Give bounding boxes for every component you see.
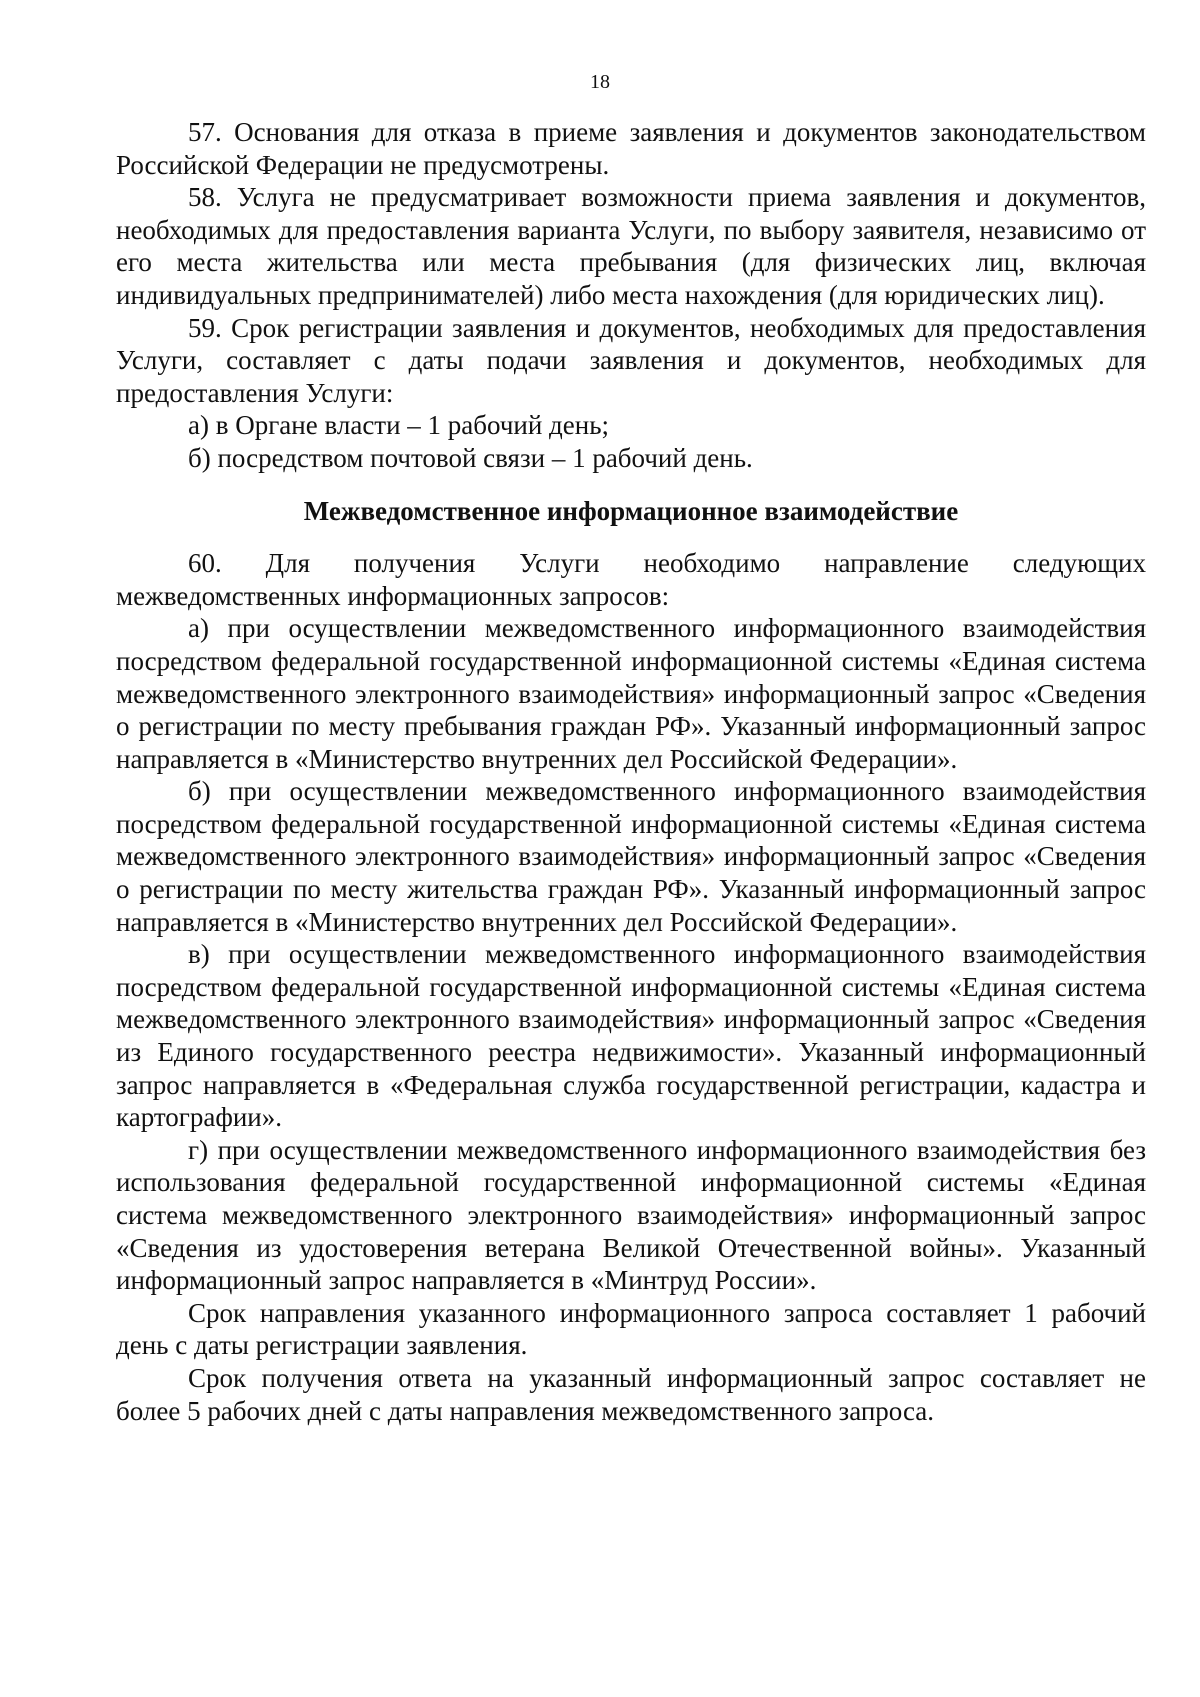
paragraph-60-a: а) при осуществлении межведомственного информационного взаимодействия посредством федеральной государственной информационной системы «Единая система межведомственного электронного взаимодействия» информационный запрос «Сведения о регистрации по месту пребывания граждан РФ». Указанный информационный запрос направляется в «Министерство внутренних дел Российской Федерации».: [116, 613, 1146, 774]
section-heading: Межведомственное информационное взаимодействие: [303, 495, 959, 526]
paragraph-60-v: в) при осуществлении межведомственного информационного взаимодействия посредством федеральной государственной информационной системы «Единая система межведомственного электронного взаимодействия» информационный запрос «Сведения из Единого государственного реестра недвижимости». Указанный информационный запрос направляется в «Федеральная служба государственной регистрации, кадастра и картографии».: [116, 939, 1146, 1133]
paragraph-59-a: а) в Органе власти – 1 рабочий день;: [188, 410, 610, 441]
paragraph-59: 59. Срок регистрации заявления и документов, необходимых для предоставления Услуги, составляет с даты подачи заявления и документов, необходимых для предоставления Услуги:: [116, 312, 1146, 408]
paragraph-60-g: г) при осуществлении межведомственного информационного взаимодействия без использования федеральной государственной информационной системы «Единая система межведомственного электронного взаимодействия» информационный запрос «Сведения из удостоверения ветерана Великой Отечественной войны». Указанный информационный запрос направляется в «Минтруд России».: [116, 1134, 1146, 1296]
page-number: 18: [590, 71, 610, 93]
paragraph-60-b: б) при осуществлении межведомственного информационного взаимодействия посредством федеральной государственной информационной системы «Единая система межведомственного электронного взаимодействия» информационный запрос «Сведения о регистрации по месту жительства граждан РФ». Указанный информационный запрос направляется в «Министерство внутренних дел Российской Федерации».: [116, 776, 1146, 937]
paragraph-57: 57. Основания для отказа в приеме заявления и документов законодательством Российской Федерации не предусмотрены.: [116, 117, 1146, 180]
paragraph-58: 58. Услуга не предусматривает возможности приема заявления и документов, необходимых для предоставления варианта Услуги, по выбору заявителя, независимо от его места жительства или места пребывания (для физических лиц, включая индивидуальных предпринимателей) либо места нахождения (для юридических лиц).: [116, 182, 1146, 310]
paragraph-response-deadline: Срок получения ответа на указанный информационный запрос составляет не более 5 рабочих дней с даты направления межведомственного запроса.: [116, 1362, 1146, 1426]
document-body: [116, 116, 1146, 1427]
paragraph-60: 60. Для получения Услуги необходимо направление следующих межведомственных информационных запросов:: [116, 548, 1146, 611]
paragraph-59-b: б) посредством почтовой связи – 1 рабочий день.: [188, 442, 753, 473]
paragraph-request-deadline: Срок направления указанного информационного запроса составляет 1 рабочий день с даты регистрации заявления.: [116, 1297, 1146, 1361]
